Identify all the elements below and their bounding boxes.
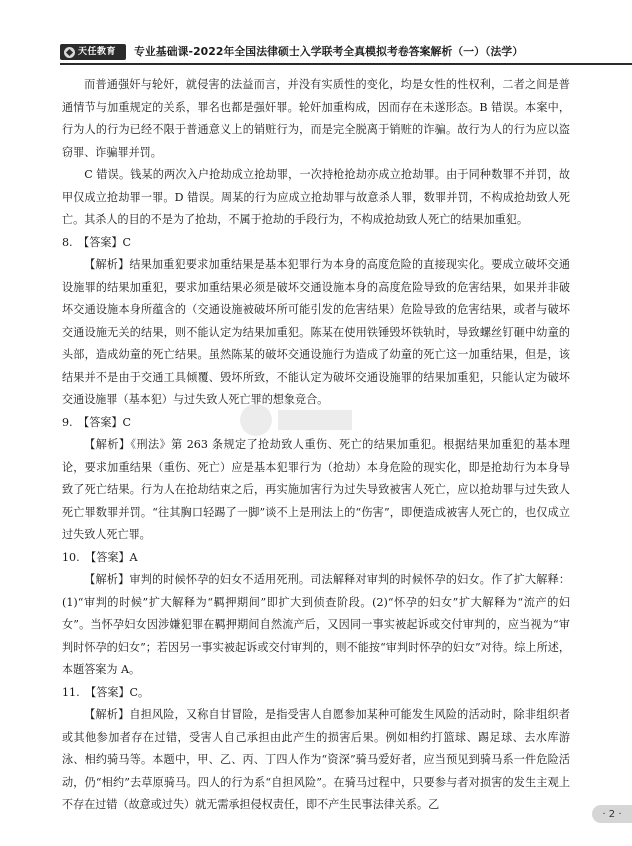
brand-logo bbox=[60, 44, 126, 60]
page-header bbox=[0, 0, 632, 60]
logo-emblem-icon bbox=[64, 47, 75, 58]
paragraph: 而普通强奸与轮奸，就侵害的法益而言，并没有实质性的变化，均是女性的性权利，二者之间是普通情节与加重规定的关系，罪名也都是强奸罪。轮奸加重构成，因而存在未遂形态。B 错误。本案中，行为人的行为已经不限于普通意义上的销赃行为，而是完全脱离于销赃的诈骗。故行为人的行为应以盗窃罪、诈骗罪并罚。 bbox=[62, 78, 570, 159]
header-divider bbox=[60, 63, 632, 65]
header-title: 专业基础课-2022年全国法律硕士入学联考全真模拟考卷答案解析（一）（法学） bbox=[134, 45, 524, 58]
paragraph: 【解析】《刑法》第 263 条规定了抢劫致人重伤、死亡的结果加重犯。根据结果加重犯的基本理论，要求加重结果（重伤、死亡）应是基本犯罪行为（抢劫）本身危险的现实化，即是抢劫行为本身导致了死亡结果。行为人在抢劫结束之后，再实施加害行为过失导致被害人死亡，应以抢劫罪与过失致人死亡罪数罪并罚。“往其胸口轻踢了一脚”谈不上是刑法上的“伤害”，即便造成被害人死亡的，也仅成立过失致人死亡罪。 bbox=[62, 438, 570, 541]
answer-content bbox=[62, 74, 570, 817]
answer-heading: 10. 【答案】A bbox=[62, 550, 138, 564]
paragraph: 【解析】结果加重犯要求加重结果是基本犯罪行为本身的高度危险的直接现实化。要成立破坏交通设施罪的结果加重犯，要求加重结果必须是破坏交通设施本身的高度危险导致的危害结果，如果并非破坏交通设施本身所蕴含的（交通设施被破坏所可能引发的危害结果）危险导致的危害结果，或者与破坏交通设施无关的结果，则不能认定为结果加重犯。陈某在使用铁锤毁坏铁轨时，导致螺丝钉砸中幼童的头部，造成幼童的死亡结果。虽然陈某的破坏交通设施行为造成了幼童的死亡这一加重结果，但是，该结果并不是由于交通工具倾覆、毁坏所致，不能认定为破坏交通设施罪的结果加重犯，只能认定为破坏交通设施罪（基本犯）与过失致人死亡罪的想象竞合。 bbox=[62, 258, 570, 406]
answer-heading: 11. 【答案】C。 bbox=[62, 685, 150, 699]
answer-heading: 9. 【答案】C bbox=[62, 415, 131, 429]
paragraph: C 错误。钱某的两次入户抢劫成立抢劫罪，一次持枪抢劫亦成立抢劫罪。由于同种数罪不并罚，故甲仅成立抢劫罪一罪。D 错误。周某的行为应成立抢劫罪与故意杀人罪，数罪并罚，不构成抢劫致人死亡。其杀人的目的不是为了抢劫，不属于抢劫的手段行为，不构成抢劫致人死亡的结果加重犯。 bbox=[62, 168, 570, 226]
paragraph: 【解析】自担风险，又称自甘冒险，是指受害人自愿参加某种可能发生风险的活动时，除非组织者或其他参加者存在过错，受害人自己承担由此产生的损害后果。例如相约打篮球、踢足球、去水库游泳、相约骑马等。本题中，甲、乙、丙、丁四人作为“资深”骑马爱好者，应当预见到骑马系一件危险活动，仍“相约”去草原骑马。四人的行为系“自担风险”。在骑马过程中，只要参与者对损害的发生主观上不存在过错（故意或过失）就无需承担侵权责任，即不产生民事法律关系。乙 bbox=[62, 708, 570, 811]
logo-text: 天任教育 bbox=[78, 46, 117, 57]
paragraph: 【解析】审判的时候怀孕的妇女不适用死刑。司法解释对审判的时候怀孕的妇女。作了扩大解释：(1)“审判的时候”扩大解释为“羁押期间”即扩大到侦查阶段。(2)“怀孕的妇女”扩大解释为“流产的妇女”。当怀孕妇女因涉嫌犯罪在羁押期间自然流产后，又因同一事实被起诉或交付审判的，应当视为“审判时怀孕的妇女”；若因另一事实被起诉或交付审判的，则不能按“审判时怀孕的妇女”对待。综上所述，本题答案为 A。 bbox=[62, 573, 570, 676]
answer-heading: 8. 【答案】C bbox=[62, 235, 131, 249]
page-number: · 2 · bbox=[592, 805, 632, 823]
